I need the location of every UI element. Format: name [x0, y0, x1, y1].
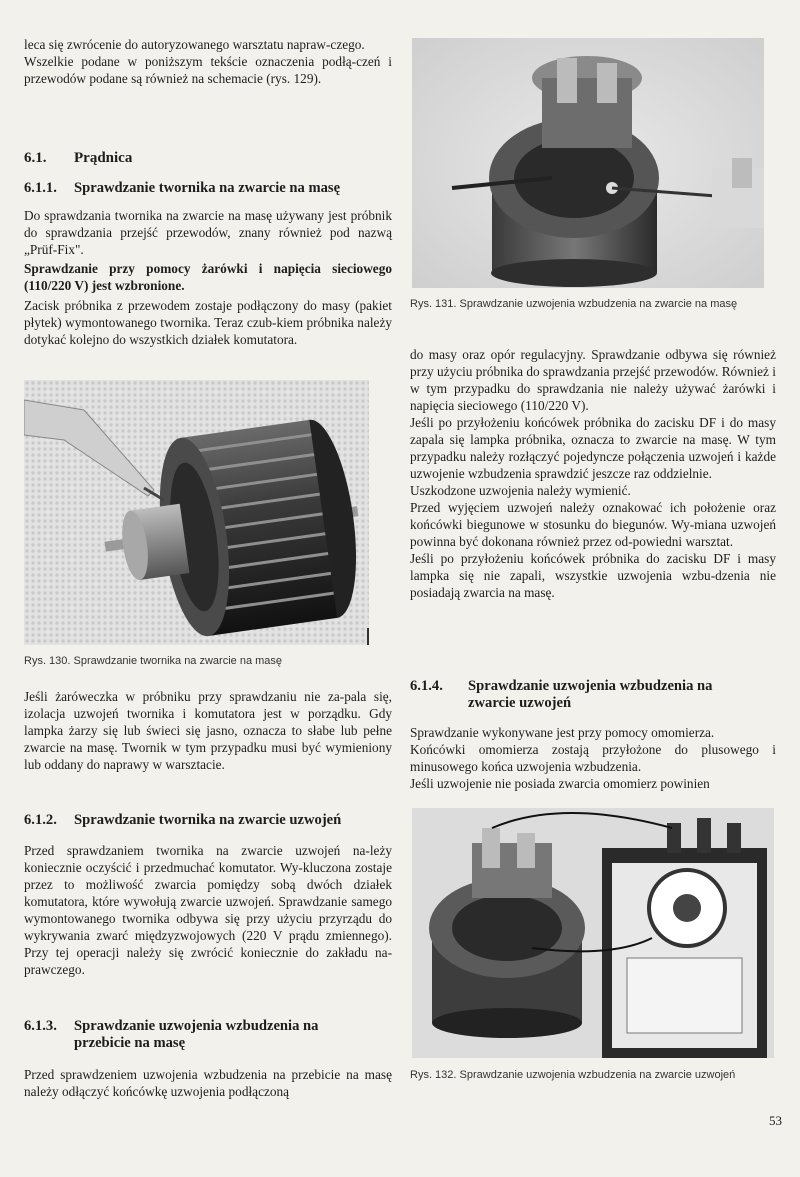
section-number: 6.1.4. — [410, 678, 443, 694]
section-number: 6.1.1. — [24, 180, 57, 196]
section-6-1-1-heading — [24, 180, 392, 197]
section-6-1-3-heading — [24, 1018, 392, 1052]
paragraph: Do sprawdzania twornika na zwarcie na masę używany jest próbnik do sprawdzania przejść przewodów, znany również pod nazwą „Prüf-Fix". — [24, 208, 392, 257]
page-number: 53 — [769, 1113, 782, 1128]
section-title: Sprawdzanie uzwojenia wzbudzenia na zwarcie uzwojeń — [468, 678, 713, 711]
figure-131-caption: Rys. 131. Sprawdzanie uzwojenia wzbudzenia na zwarcie na masę — [410, 298, 738, 310]
paragraph: Sprawdzanie wykonywane jest przy pomocy omomierza. Końcówki omomierza zostają przyłożone do plusowego i minusowego końca uzwojenia wzbudzenia. Jeśli uzwojenie nie posiada zwarcia omomierz powinien — [410, 725, 776, 791]
paragraph: Przed sprawdzeniem uzwojenia wzbudzenia na przebicie na masę należy odłączyć końcówkę uzwojenia podłączoną — [24, 1067, 392, 1099]
section-title: Prądnica — [74, 150, 133, 166]
section-title: Sprawdzanie uzwojenia wzbudzenia na przebicie na masę — [74, 1018, 319, 1051]
figure-130-photo — [24, 380, 369, 645]
paragraph: Zacisk próbnika z przewodem zostaje podłączony do masy (pakiet płytek) wymontowanego twornika. Teraz czub-kiem próbnika należy dotykać kolejno do wszystkich działek komutatora. — [24, 298, 392, 347]
section-number: 6.1.3. — [24, 1018, 57, 1034]
figure-132-photo — [412, 808, 774, 1058]
paragraph: Przed sprawdzaniem twornika na zwarcie uzwojeń na-leży koniecznie oczyścić i przedmuchać komutator. Wy-kluczona zostaje przez to możliwość zwarcia pomiędzy sobą dwóch działek komutatora, które wywołują zwarcie uzwojeń. Sprawdzanie samego wymontowanego twornika odbywa się przy użyciu przyrządu do wykrywania zwarć międzyzwojowych (220 V prądu zmiennego). Przy tej operacji należy się zwrócić koniecznie do zakładu na-prawczego. — [24, 843, 392, 977]
section-number: 6.1.2. — [24, 812, 57, 828]
section-6-1-4-heading — [410, 678, 776, 712]
intro-text: leca się zwrócenie do autoryzowanego warsztatu napraw-czego. Wszelkie podane w poniższym tekście oznaczenia podłą-czeń i przewodów podane są również na schemacie (rys. 129). — [24, 37, 392, 86]
section-title: Sprawdzanie twornika na zwarcie uzwojeń — [74, 812, 342, 828]
section-6-1-heading — [24, 150, 392, 167]
paragraph: do masy oraz opór regulacyjny. Sprawdzanie odbywa się również przy użyciu próbnika do sprawdzania przejść przewodów. Również i w tym przypadku do sprawdzania nie należy używać żarówki i napięcia sieciowego (110/220 V). Jeśli po przyłożeniu końcówek próbnika do zacisku DF i do masy zapala się lampka próbnika, oznacza to zwarcie na masę. W tym przypadku należy rozłączyć pojedyncze połączenia uzwojeń i każde uzwojenie wzbudzenia sprawdzić jeszcze raz oddzielnie. Uszkodzone uzwojenia należy wymienić. Przed wyjęciem uzwojeń należy oznakować ich położenie oraz końcówki biegunowe w stosunku do biegunów. Wy-miana uzwojeń powinna być dokonana również przez od-powiedni warsztat. Jeśli po przyłożeniu końcówek próbnika do zacisku DF i masy lampka się nie zapali, wszystkie uzwojenia wzbu-dzenia nie posiadają zwarcia na masę. — [410, 347, 776, 600]
warning-subheading: Sprawdzanie przy pomocy żarówki i napięcia sieciowego (110/220 V) jest wzbronione. — [24, 261, 392, 293]
section-number: 6.1. — [24, 150, 47, 166]
paragraph: Jeśli żaróweczka w próbniku przy sprawdzaniu nie za-pala się, izolacja uzwojeń twornika i komutatora jest w porządku. Gdy lampka żarzy się lub świeci się jasno, oznacza to słabe lub pełne zwarcie na masę. Twornik w tym przypadku musi być wymieniony lub oddany do naprawy w warsztacie. — [24, 689, 392, 772]
figure-132-caption: Rys. 132. Sprawdzanie uzwojenia wzbudzenia na zwarcie uzwojeń — [410, 1069, 736, 1081]
section-title: Sprawdzanie twornika na zwarcie na masę — [74, 180, 341, 196]
figure-130-caption: Rys. 130. Sprawdzanie twornika na zwarcie na masę — [24, 655, 283, 667]
section-6-1-2-heading — [24, 812, 392, 829]
figure-131-photo — [412, 38, 764, 288]
